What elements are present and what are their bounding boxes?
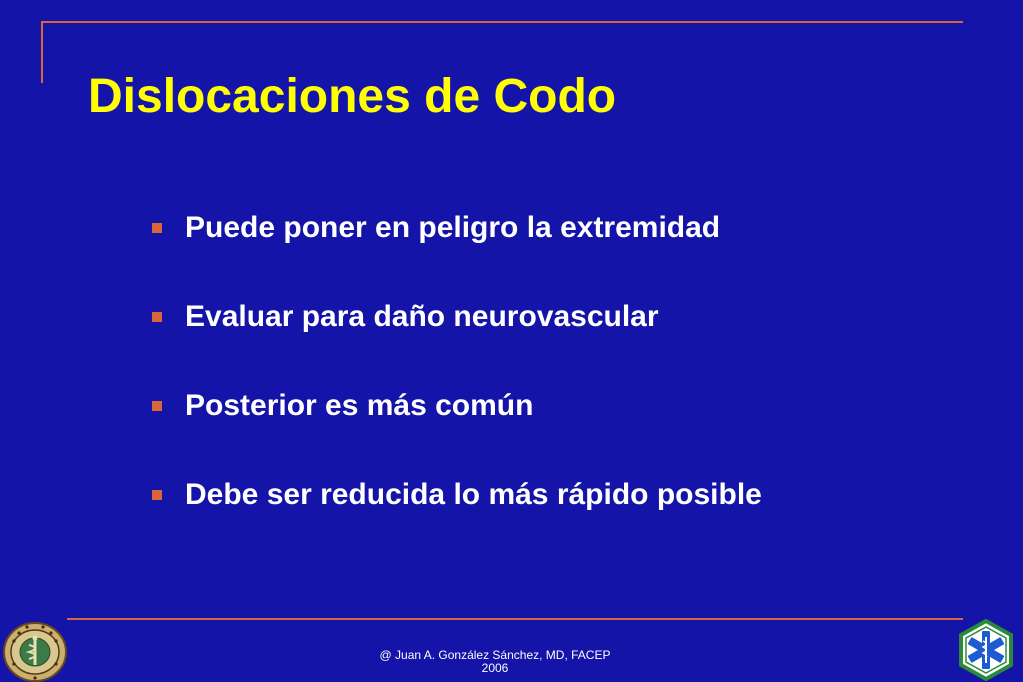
- frame-left-rule: [41, 21, 43, 83]
- footer-year: 2006: [481, 661, 509, 675]
- bullet-text: Debe ser reducida lo más rápido posible: [185, 478, 762, 511]
- bullet-text: Evaluar para daño neurovascular: [185, 300, 659, 333]
- slide-title: Dislocaciones de Codo: [88, 70, 617, 123]
- square-bullet-icon: [152, 401, 162, 411]
- bullet-list: [152, 206, 762, 562]
- frame-top-rule: [41, 21, 963, 23]
- bullet-item: [152, 295, 762, 339]
- frame-bottom-rule: [67, 618, 963, 620]
- bullet-item: [152, 473, 762, 517]
- bullet-item: [152, 206, 762, 250]
- footer-author: @ Juan A. González Sánchez, MD, FACEP: [379, 648, 611, 662]
- square-bullet-icon: [152, 312, 162, 322]
- medical-school-seal-icon: [2, 621, 68, 682]
- bullet-text: Puede poner en peligro la extremidad: [185, 211, 721, 244]
- bullet-item: [152, 384, 762, 428]
- star-of-life-icon: [955, 619, 1017, 681]
- square-bullet-icon: [152, 223, 162, 233]
- bullet-text: Posterior es más común: [185, 389, 534, 422]
- square-bullet-icon: [152, 490, 162, 500]
- footer-credit: [340, 649, 650, 675]
